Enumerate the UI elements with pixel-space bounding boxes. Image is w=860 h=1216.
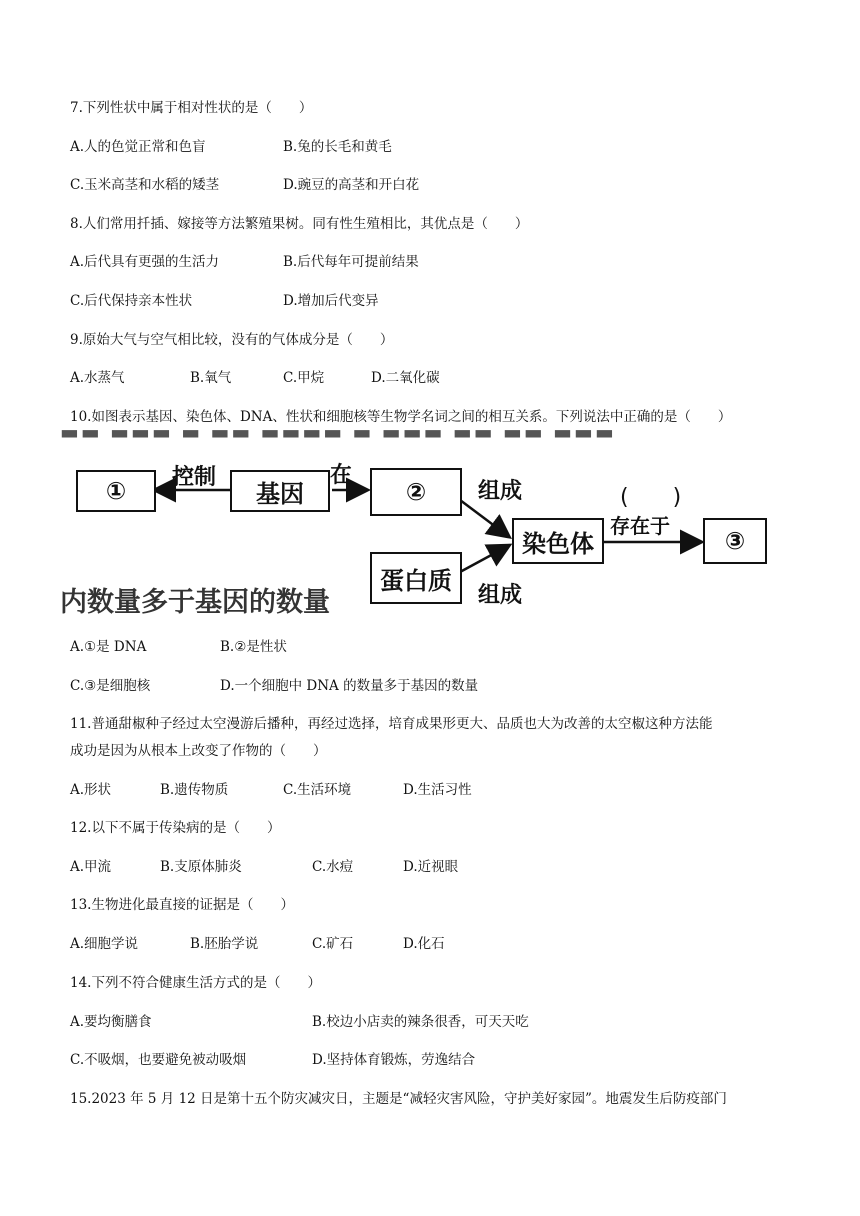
q7-option-c: C.玉米高茎和水稻的矮茎 xyxy=(70,177,220,193)
q10-option-d: D.一个细胞中 DNA 的数量多于基因的数量 xyxy=(220,678,479,694)
q13-stem: 13.生物进化最直接的证据是（ ） xyxy=(70,897,294,913)
label-blank-paren: ( ) xyxy=(620,485,682,510)
q12-stem: 12.以下不属于传染病的是（ ） xyxy=(70,820,281,836)
q9-option-b: B.氧气 xyxy=(190,370,232,386)
q15-stem: 15.2023 年 5 月 12 日是第十五个防灾减灾日，主题是“减轻灾害风险，守护美好家园”。地震发生后防疫部门 xyxy=(70,1091,727,1107)
label-exist-in: 存在于 xyxy=(610,514,670,538)
q12-option-a: A.甲流 xyxy=(70,859,112,875)
q8-option-d: D.增加后代变异 xyxy=(283,293,379,309)
q14-option-b: B.校边小店卖的辣条很香，可天天吃 xyxy=(312,1014,529,1030)
q9-option-a: A.水蒸气 xyxy=(70,370,125,386)
label-compose-bottom: 组成 xyxy=(478,583,523,608)
box-chromosome: 染色体 xyxy=(512,518,604,564)
q7-stem: 7.下列性状中属于相对性状的是（ ） xyxy=(70,100,313,116)
q11-option-d: D.生活习性 xyxy=(403,782,472,798)
q9-option-c: C.甲烷 xyxy=(283,370,325,386)
q14-option-a: A.要均衡膳食 xyxy=(70,1014,152,1030)
box-1: ① xyxy=(76,470,156,512)
q14-option-d: D.坚持体育锻炼，劳逸结合 xyxy=(312,1052,476,1068)
q11-stem-line2: 成功是因为从根本上改变了作物的（ ） xyxy=(70,743,327,759)
q8-option-c: C.后代保持亲本性状 xyxy=(70,293,193,309)
q9-stem: 9.原始大气与空气相比较，没有的气体成分是（ ） xyxy=(70,332,394,348)
q7-option-d: D.豌豆的高茎和开白花 xyxy=(283,177,420,193)
q10-option-a: A.①是 DNA xyxy=(70,639,147,655)
q13-option-a: A.细胞学说 xyxy=(70,936,139,952)
q10-stem: 10.如图表示基因、染色体、DNA、性状和细胞核等生物学名词之间的相互关系。下列说法中正确的是（ ） xyxy=(70,409,732,425)
box-3: ③ xyxy=(703,518,767,564)
q8-stem: 8.人们常用扦插、嫁接等方法繁殖果树。同有性生殖相比，其优点是（ ） xyxy=(70,216,529,232)
box-protein: 蛋白质 xyxy=(370,552,462,604)
q11-stem-line1: 11.普通甜椒种子经过太空漫游后播种，再经过选择，培育成果形更大、品质也大为改善的太空椒这种方法能 xyxy=(70,716,713,732)
cropped-bottom-text: 内数量多于基因的数量 xyxy=(60,587,330,618)
q13-option-c: C.矿石 xyxy=(312,936,354,952)
q8-option-b: B.后代每年可提前结果 xyxy=(283,254,419,270)
q11-option-a: A.形状 xyxy=(70,782,112,798)
q9-option-d: D.二氧化碳 xyxy=(371,370,440,386)
label-control: 控制 xyxy=(172,465,217,490)
box-2: ② xyxy=(370,468,462,516)
q7-option-b: B.兔的长毛和黄毛 xyxy=(283,139,392,155)
label-in: 在 xyxy=(330,463,353,488)
label-compose-top: 组成 xyxy=(478,479,523,504)
q14-stem: 14.下列不符合健康生活方式的是（ ） xyxy=(70,975,321,991)
q13-option-b: B.胚胎学说 xyxy=(190,936,259,952)
cropped-top-text: ▬▬ ▬▬▬ ▬ ▬▬ ▬▬▬▬ ▬ ▬▬▬ ▬▬ ▬▬ ▬▬▬ xyxy=(60,430,616,442)
q13-option-d: D.化石 xyxy=(403,936,445,952)
q11-option-b: B.遗传物质 xyxy=(160,782,229,798)
box-gene: 基因 xyxy=(230,470,330,512)
q11-option-c: C.生活环境 xyxy=(283,782,352,798)
q8-option-a: A.后代具有更强的生活力 xyxy=(70,254,220,270)
q7-option-a: A.人的色觉正常和色盲 xyxy=(70,139,206,155)
q12-option-d: D.近视眼 xyxy=(403,859,459,875)
q10-diagram xyxy=(60,430,790,620)
q10-option-c: C.③是细胞核 xyxy=(70,678,151,694)
q14-option-c: C.不吸烟，也要避免被动吸烟 xyxy=(70,1052,247,1068)
q12-option-c: C.水痘 xyxy=(312,859,354,875)
q12-option-b: B.支原体肺炎 xyxy=(160,859,242,875)
q10-option-b: B.②是性状 xyxy=(220,639,287,655)
